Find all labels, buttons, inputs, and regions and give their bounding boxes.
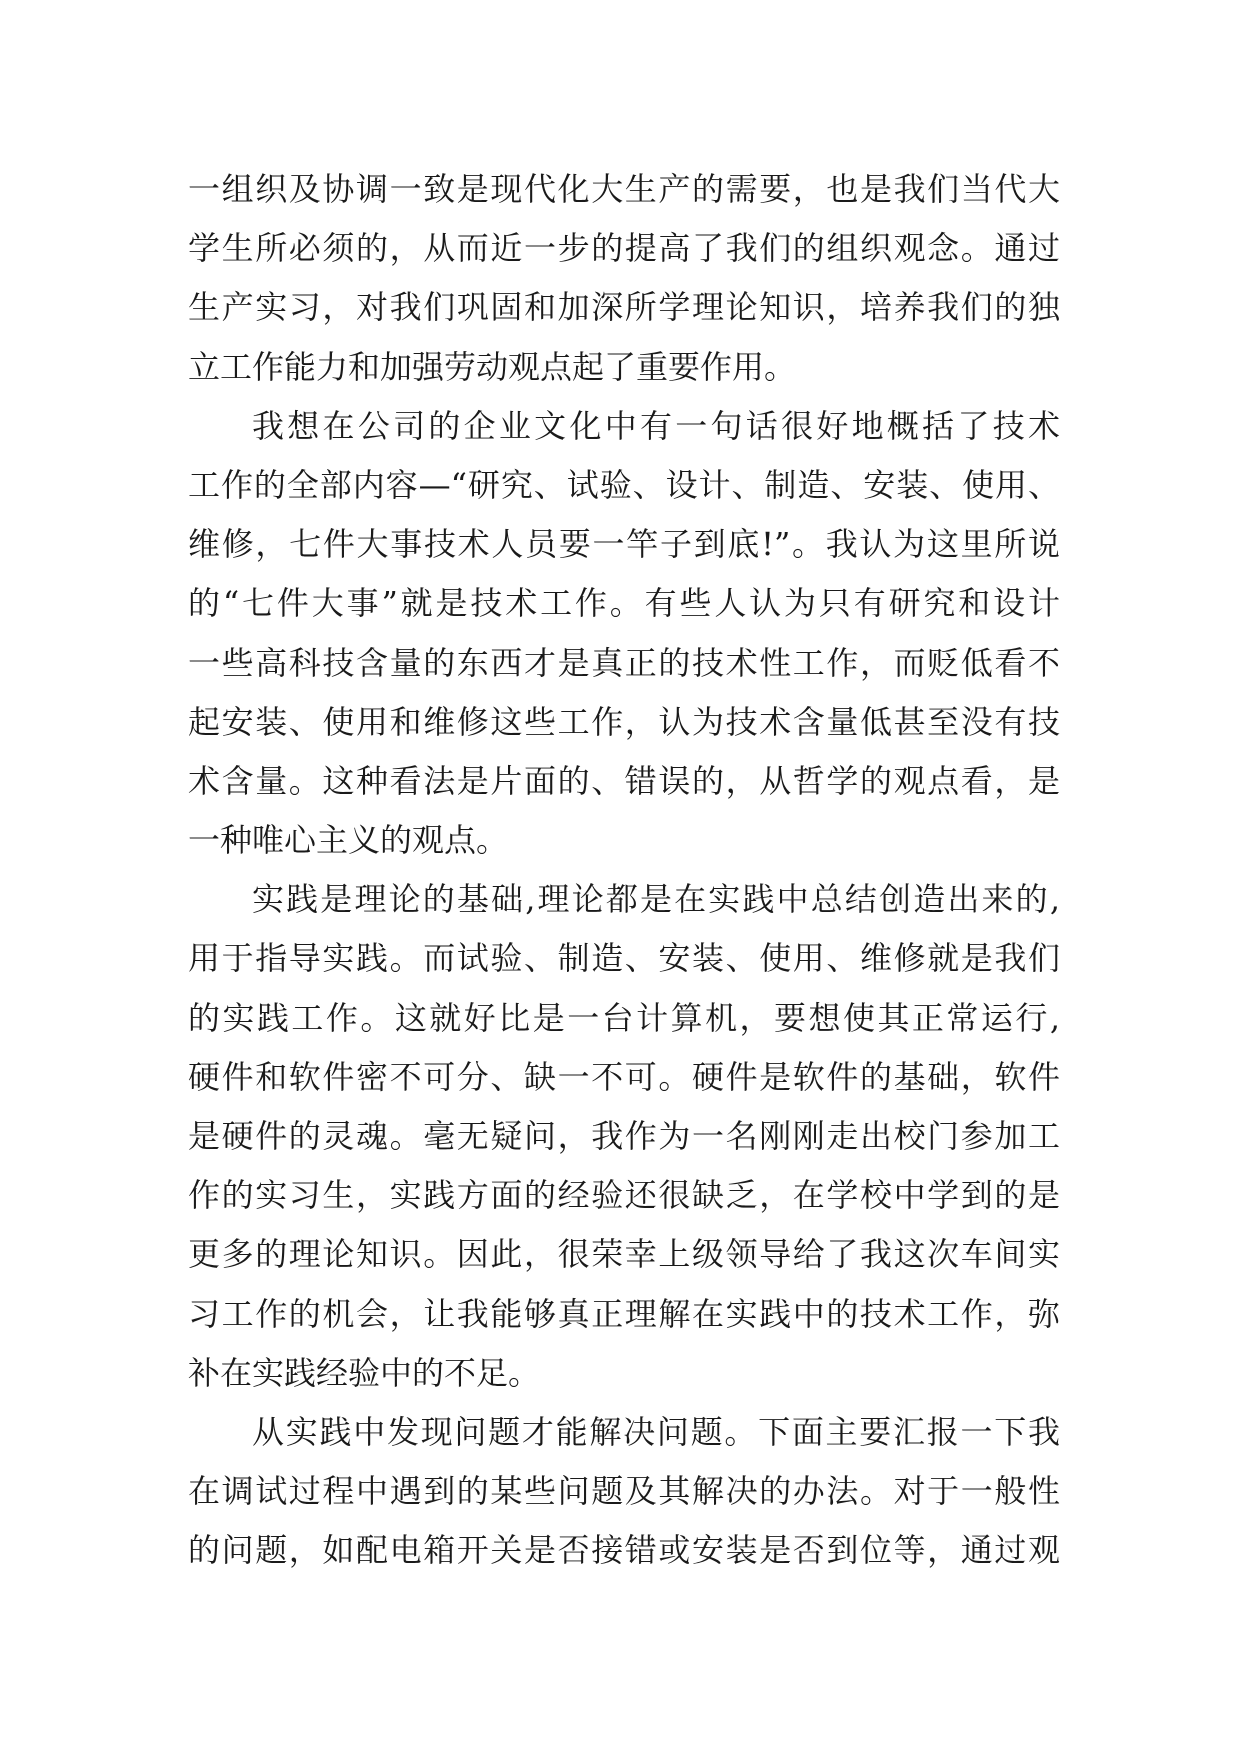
text-line: 立工作能力和加强劳动观点起了重要作用。: [188, 347, 797, 386]
text-line: 起安装、使用和维修这些工作，认为技术含量低甚至没有技: [188, 702, 1060, 741]
body-text: [188, 160, 1060, 1581]
paragraph-4: [188, 1403, 1060, 1581]
text-line: 一组织及协调一致是现代化大生产的需要，也是我们当代大: [188, 170, 1060, 208]
paragraph-3: [188, 870, 1060, 1403]
text-line: 生产实习，对我们巩固和加深所学理论知识，培养我们的独: [188, 288, 1060, 327]
text-line: 的“七件大事”就是技术工作。有些人认为只有研究和设计: [188, 584, 1060, 623]
text-line: 硬件和软件密不可分、缺一不可。硬件是软件的基础，软件: [188, 1057, 1060, 1096]
text-line: 在调试过程中遇到的某些问题及其解决的办法。对于一般性: [188, 1472, 1060, 1511]
text-line: 术含量。这种看法是片面的、错误的，从哲学的观点看，是: [188, 761, 1060, 800]
text-line: 维修，七件大事技术人员要一竿子到底!”。我认为这里所说: [188, 525, 1060, 564]
text-line: 一种唯心主义的观点。: [188, 821, 509, 860]
text-line: 一些高科技含量的东西才是真正的技术性工作，而贬低看不: [188, 643, 1060, 682]
text-line: 我想在公司的企业文化中有一句话很好地概括了技术: [252, 406, 1060, 445]
text-line: 学生所必须的，从而近一步的提高了我们的组织观念。通过: [188, 229, 1060, 268]
paragraph-2: [188, 397, 1060, 871]
text-line: 工作的全部内容—“研究、试验、设计、制造、安装、使用、: [188, 465, 1060, 504]
text-line: 补在实践经验中的不足。: [188, 1353, 541, 1392]
text-line: 用于指导实践。而试验、制造、安装、使用、维修就是我们: [188, 939, 1060, 978]
paragraph-1: [188, 160, 1060, 397]
text-line: 从实践中发现问题才能解决问题。下面主要汇报一下我: [252, 1412, 1060, 1451]
text-line: 实践是理论的基础,理论都是在实践中总结创造出来的,: [252, 880, 1060, 919]
text-line: 习工作的机会，让我能够真正理解在实践中的技术工作，弥: [188, 1294, 1060, 1333]
text-line: 作的实习生，实践方面的经验还很缺乏，在学校中学到的是: [188, 1176, 1060, 1215]
text-line: 的实践工作。这就好比是一台计算机，要想使其正常运行,: [188, 998, 1060, 1037]
text-line: 是硬件的灵魂。毫无疑问，我作为一名刚刚走出校门参加工: [188, 1117, 1060, 1155]
text-line: 的问题，如配电箱开关是否接错或安装是否到位等，通过观: [188, 1531, 1060, 1570]
text-line: 更多的理论知识。因此，很荣幸上级领导给了我这次车间实: [188, 1235, 1060, 1274]
